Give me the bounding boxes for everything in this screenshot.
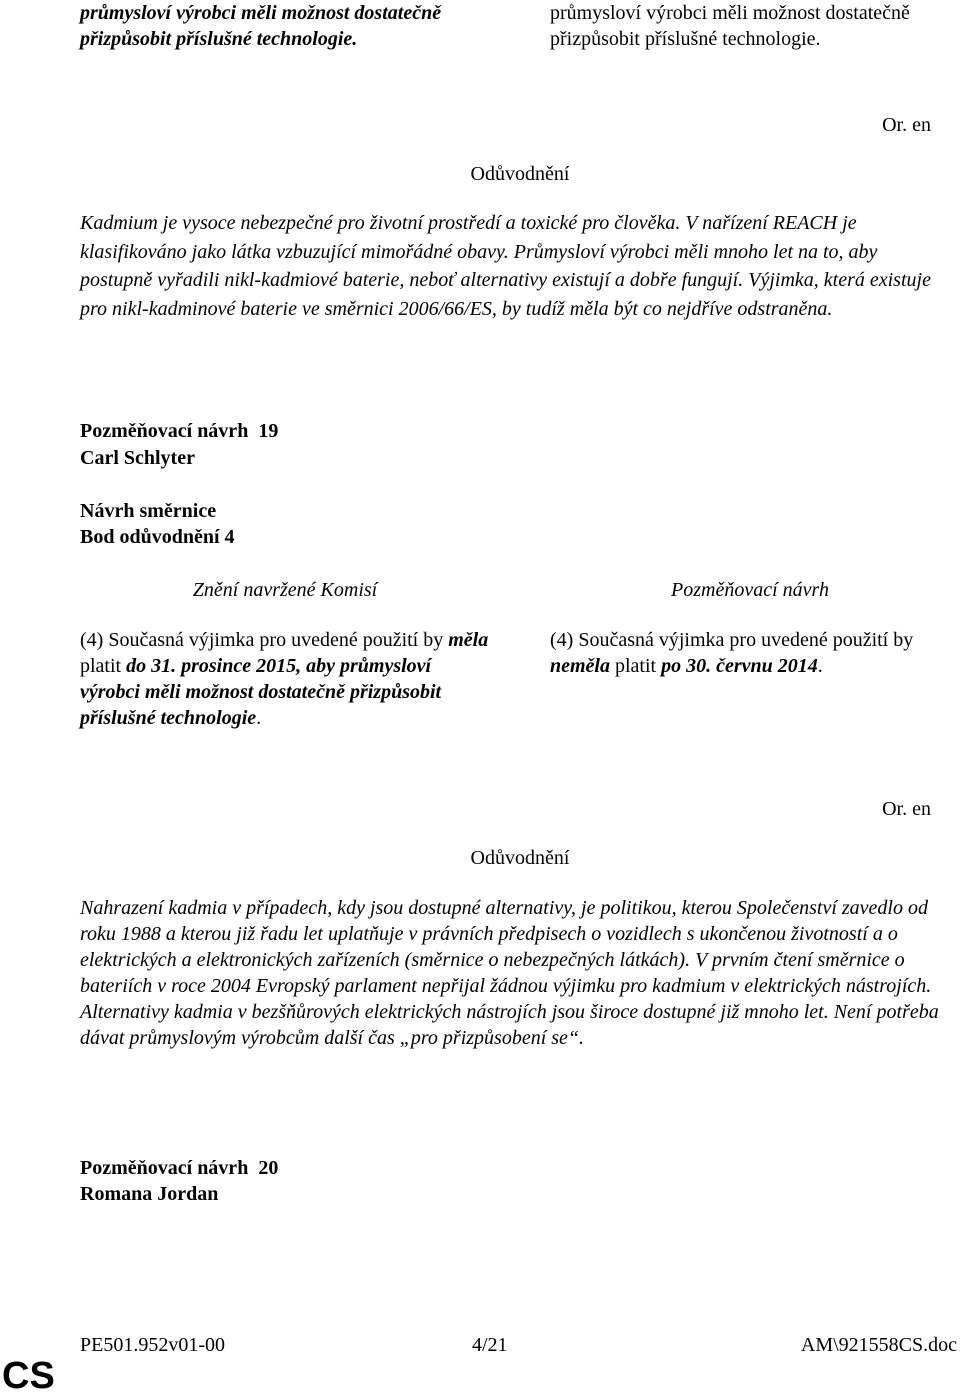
amendment-number: 20 bbox=[258, 1157, 279, 1179]
original-language-label: Or. en bbox=[882, 798, 931, 820]
document-filename: AM\921558CS.doc bbox=[800, 1334, 957, 1356]
language-code: CS bbox=[2, 1355, 55, 1397]
amendment-heading bbox=[80, 418, 680, 444]
proposal-title: Návrh směrnice bbox=[80, 500, 217, 522]
amendment-column-header: Pozměňovací návrh bbox=[671, 579, 829, 601]
page-number: 4/21 bbox=[472, 1334, 508, 1356]
document-reference: PE501.952v01-00 bbox=[80, 1334, 225, 1356]
amendment-author: Carl Schlyter bbox=[80, 447, 195, 469]
justification-text: Kadmium je vysoce nebezpečné pro životní prostředí a toxické pro člověka. V nařízení REACH je klasifikováno jako látka vzbuzující mimořádné obavy. Průmysloví výrobci měli mnoho let na to, aby postupně vyřadili nikl-kadmiové baterie, neboť alternativy existují a dobře fungují. Výjimka, která existuje pro nikl-kadminové baterie ve směrnici 2006/66/ES, by tudíž měla být co nejdříve odstraněna. bbox=[80, 212, 931, 320]
amendment-heading bbox=[80, 1155, 680, 1181]
amendment-number: 19 bbox=[258, 420, 279, 442]
previous-amendment-right-text: průmysloví výrobci měli možnost dostatečně přizpůsobit příslušné technologie. bbox=[550, 2, 910, 50]
recital-reference: Bod odůvodnění 4 bbox=[80, 526, 235, 548]
justification-title: Odůvodnění bbox=[470, 847, 570, 869]
justification-text: Nahrazení kadmia v případech, kdy jsou dostupné alternativy, je politikou, kterou Společenství zavedlo od roku 1988 a kterou již řadu let uplatňuje v právních předpisech o vozidlech s ukončenou životností a o elektrických a elektronických zařízeních (směrnice o nebezpečných látkách). V prvním čtení směrnice o bateriích v roce 2004 Evropský parlament nepřijal žádnou výjimku pro kadmium v elektrických nástrojích. Alternativy kadmia v bezšňůrových elektrických nástrojích jsou široce dostupné již mnoho let. Není potřeba dávat průmyslovým výrobcům další čas „pro přizpůsobení se“. bbox=[80, 897, 939, 1049]
amended-text: (4) Současná výjimka pro uvedené použití by neměla platit po 30. červnu 2014. bbox=[550, 629, 914, 677]
original-language-label: Or. en bbox=[882, 114, 931, 136]
commission-text-header: Znění navržené Komisí bbox=[192, 579, 378, 601]
commission-text: (4) Současná výjimka pro uvedené použití by měla platit do 31. prosince 2015, aby průmysloví výrobci měli možnost dostatečně přizpůsobit příslušné technologie. bbox=[80, 629, 489, 729]
amendment-label: Pozměňovací návrh bbox=[80, 1157, 249, 1179]
justification-title: Odůvodnění bbox=[470, 163, 570, 185]
amendment-label: Pozměňovací návrh bbox=[80, 420, 249, 442]
amendment-author: Romana Jordan bbox=[80, 1183, 219, 1205]
previous-amendment-left-text: průmysloví výrobci měli možnost dostatečně přizpůsobit příslušné technologie. bbox=[80, 2, 442, 50]
